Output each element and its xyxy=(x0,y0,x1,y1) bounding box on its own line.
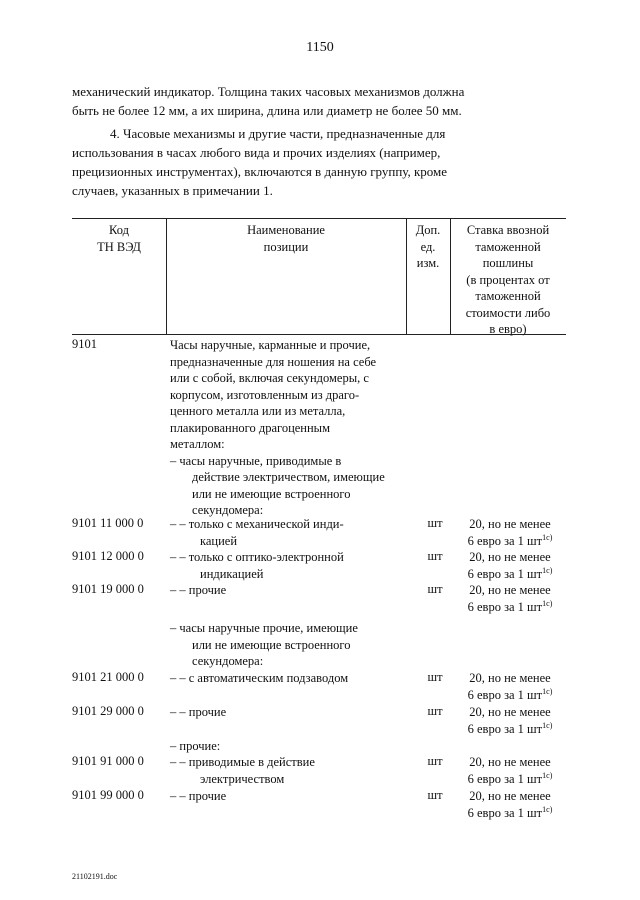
row-rate xyxy=(454,754,566,787)
row-description xyxy=(170,704,412,721)
header-line: ед. xyxy=(420,239,436,254)
rate-line: 6 евро за 1 шт xyxy=(467,566,543,581)
intro-line: случаев, указанных в примечании 1. xyxy=(72,183,273,198)
description-line: – – приводимые в действие xyxy=(170,755,315,769)
row-description xyxy=(170,738,412,755)
row-description xyxy=(170,620,412,670)
rate-footnote-mark: 1с) xyxy=(542,532,553,542)
row-rate xyxy=(454,788,566,821)
intro-line: быть не более 12 мм, а их ширина, длина или диаметр не более 50 мм. xyxy=(72,103,462,118)
header-line: стоимости либо xyxy=(465,305,551,320)
header-line: таможенной xyxy=(475,239,541,254)
description-line: – часы наручные прочие, имеющие xyxy=(170,621,358,635)
intro-line: механический индикатор. Толщина таких часовых механизмов должна xyxy=(72,84,465,99)
description-line: или не имеющие встроенного xyxy=(192,486,351,501)
rate-footnote-mark: 1с) xyxy=(542,770,553,780)
rate-line: 6 евро за 1 шт xyxy=(467,533,543,548)
row-rate xyxy=(454,516,566,549)
header-line: Код xyxy=(109,223,129,237)
rate-line: 20, но не менее xyxy=(469,550,551,564)
row-code: 9101 21 000 0 xyxy=(72,670,144,684)
row-description xyxy=(170,670,412,687)
description-line: секундомера: xyxy=(192,503,264,517)
row-code: 9101 12 000 0 xyxy=(72,549,144,563)
header-line: пошлины xyxy=(482,256,534,270)
header-bottom-rule xyxy=(72,334,566,335)
row-rate xyxy=(454,582,566,615)
description-line: – часы наручные, приводимые в xyxy=(170,453,342,468)
row-unit: шт xyxy=(427,670,443,684)
intro-paragraph-1 xyxy=(72,82,562,120)
intro-line: 4. Часовые механизмы и другие части, предназначенные для xyxy=(110,126,446,141)
description-line: секундомера: xyxy=(192,654,264,668)
row-code: 9101 11 000 0 xyxy=(72,516,144,530)
table-top-rule xyxy=(72,218,566,219)
header-line: ТН ВЭД xyxy=(97,239,141,254)
description-line: или не имеющие встроенного xyxy=(192,637,351,652)
description-line: – – прочие xyxy=(170,583,227,597)
description-line: ценного металла или из металла, xyxy=(170,404,346,418)
description-line: – – только с механической инди- xyxy=(170,517,344,531)
description-line: – – с автоматическим подзаводом xyxy=(170,671,349,685)
description-line: – – прочие xyxy=(170,789,227,803)
rate-line: 6 евро за 1 шт xyxy=(467,805,543,820)
description-line: – – прочие xyxy=(170,705,227,719)
rate-line: 20, но не менее xyxy=(469,789,551,803)
row-description xyxy=(170,788,412,805)
header-line: позиции xyxy=(263,239,309,254)
header-line: Доп. xyxy=(415,223,441,237)
row-rate xyxy=(454,704,566,737)
row-code: 9101 19 000 0 xyxy=(72,582,144,596)
page-number: 1150 xyxy=(306,40,334,55)
rate-line: 20, но не менее xyxy=(469,671,551,685)
description-line: – – только с оптико-электронной xyxy=(170,550,344,564)
description-line: действие электричеством, имеющие xyxy=(192,470,385,484)
row-unit: шт xyxy=(427,516,443,530)
description-line: металлом: xyxy=(170,437,225,451)
intro-line: использования в часах любого вида и прочих изделиях (например, xyxy=(72,145,441,160)
row-unit: шт xyxy=(427,549,443,563)
description-line: или с собой, включая секундомеры, с xyxy=(170,371,369,385)
header-line: таможенной xyxy=(475,289,541,303)
description-line: электричеством xyxy=(200,771,285,786)
row-unit: шт xyxy=(427,582,443,596)
row-rate xyxy=(454,549,566,582)
row-description xyxy=(170,754,412,787)
description-line: плакированного драгоценным xyxy=(170,420,330,435)
description-line: индикацией xyxy=(200,566,264,581)
description-line: кацией xyxy=(200,533,238,548)
row-unit: шт xyxy=(427,788,443,802)
rate-line: 6 евро за 1 шт xyxy=(467,599,543,614)
row-unit: шт xyxy=(427,704,443,718)
rate-line: 20, но не менее xyxy=(469,517,551,531)
row-unit: шт xyxy=(427,754,443,768)
header-line: в евро) xyxy=(489,322,527,336)
rate-footnote-mark: 1с) xyxy=(542,804,553,814)
header-line: Ставка ввозной xyxy=(466,223,550,237)
header-line: (в процентах от xyxy=(466,272,550,287)
rate-line: 6 евро за 1 шт xyxy=(467,687,543,702)
document-filename: 21102191.doc xyxy=(72,872,118,881)
row-code: 9101 91 000 0 xyxy=(72,754,144,768)
header-unit xyxy=(406,222,450,272)
header-line: Наименование xyxy=(247,223,325,237)
description-line: предназначенные для ношения на себе xyxy=(170,354,377,369)
header-rate xyxy=(450,222,566,338)
intro-line: прецизионных инструментах), включаются в данную группу, кроме xyxy=(72,164,448,179)
rate-footnote-mark: 1с) xyxy=(542,565,553,575)
rate-footnote-mark: 1с) xyxy=(542,686,553,696)
row-code: 9101 29 000 0 xyxy=(72,704,144,718)
row-code: 9101 99 000 0 xyxy=(72,788,144,802)
header-line: изм. xyxy=(416,256,440,270)
rate-line: 20, но не менее xyxy=(469,705,551,719)
rate-line: 6 евро за 1 шт xyxy=(467,721,543,736)
rate-line: 20, но не менее xyxy=(469,755,551,769)
row-code: 9101 xyxy=(72,337,97,351)
intro-paragraph-2 xyxy=(72,124,562,200)
rate-line: 6 евро за 1 шт xyxy=(467,771,543,786)
rate-footnote-mark: 1с) xyxy=(542,720,553,730)
row-description xyxy=(170,582,412,599)
row-rate xyxy=(454,670,566,703)
row-description xyxy=(170,337,412,519)
description-line: – прочие: xyxy=(170,739,221,753)
row-description xyxy=(170,516,412,549)
header-code xyxy=(72,222,166,255)
header-name xyxy=(166,222,406,255)
description-line: корпусом, изготовленным из драго- xyxy=(170,387,360,402)
row-description xyxy=(170,549,412,582)
rate-footnote-mark: 1с) xyxy=(542,598,553,608)
rate-line: 20, но не менее xyxy=(469,583,551,597)
description-line: Часы наручные, карманные и прочие, xyxy=(170,338,371,352)
